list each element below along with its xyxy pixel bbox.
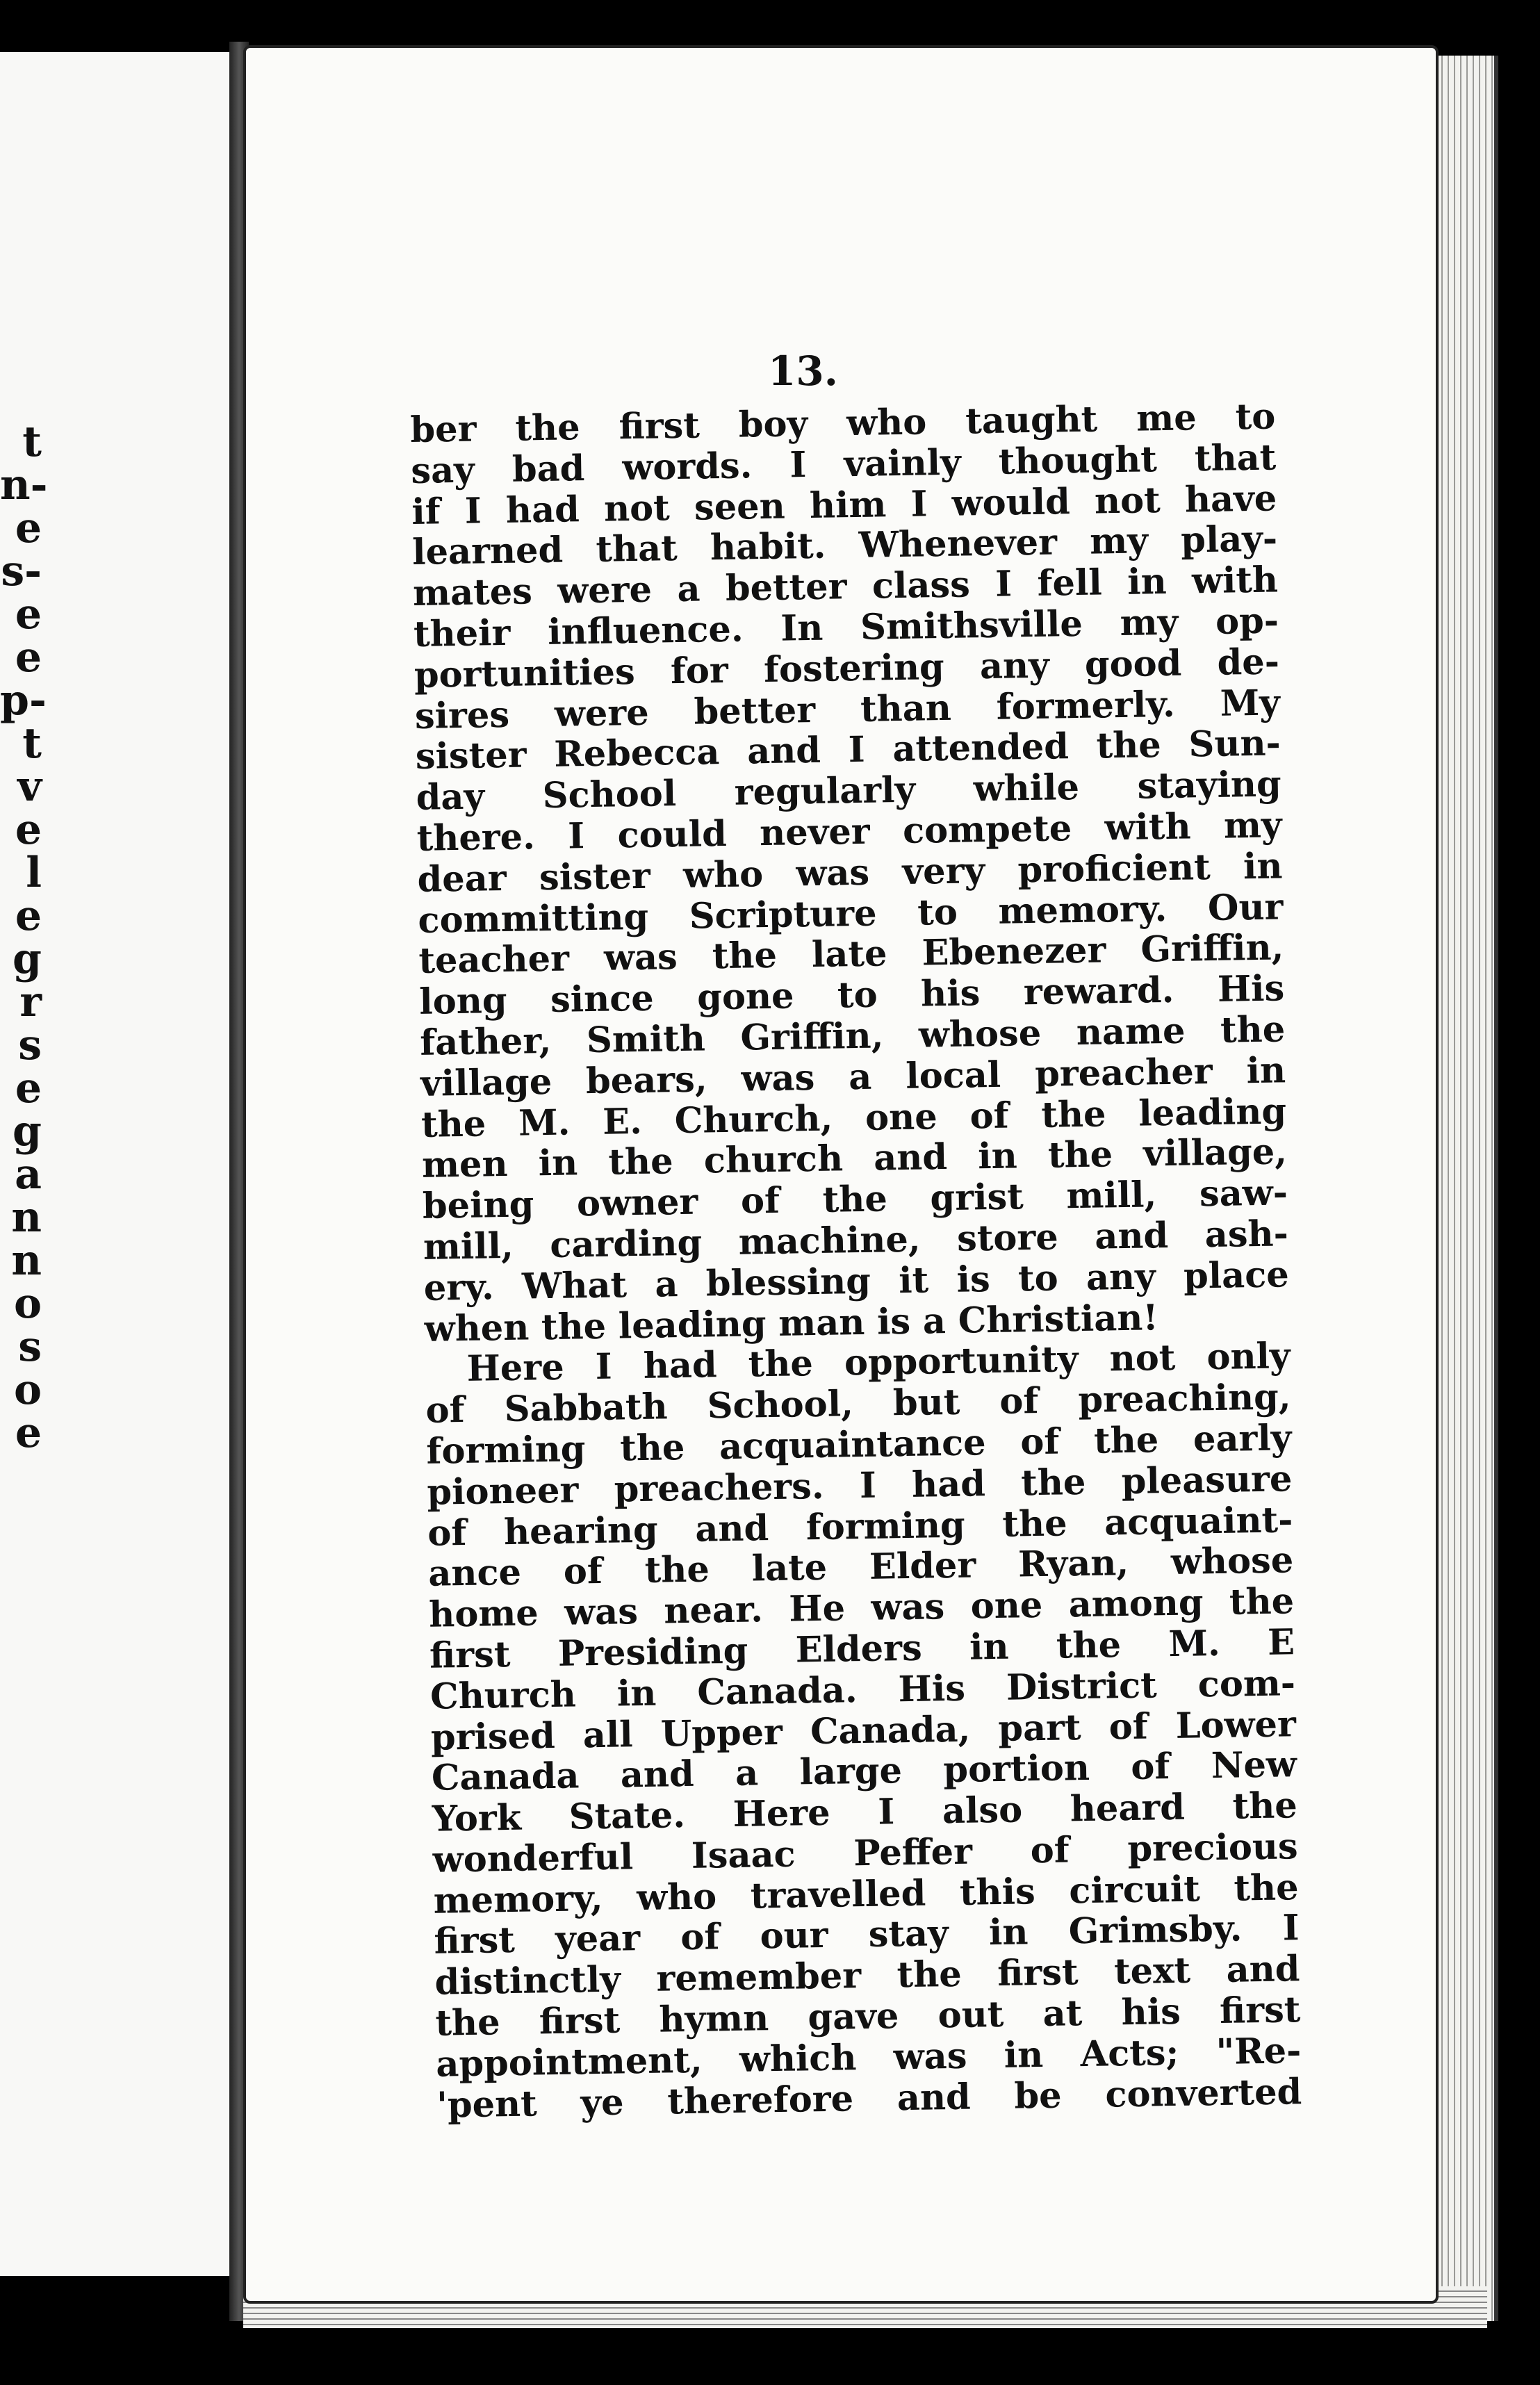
text-line: Here I had the opportunity not only: [466, 1335, 1291, 1391]
text-line: pioneer preachers. I had the pleasure: [426, 1457, 1293, 1514]
text-line: dear sister who was very proficient in: [417, 845, 1283, 901]
text-line: ance of the late Elder Ryan, whose: [427, 1539, 1294, 1596]
text-line: home was near. He was one among the: [428, 1580, 1295, 1636]
text-line: sires were better than formerly. My: [414, 681, 1281, 737]
text-line: ery. What a blessing it is to any place: [423, 1254, 1290, 1309]
text-line: first Presiding Elders in the M. E: [429, 1621, 1295, 1677]
text-line: 'pent ye therefore and be converted: [436, 2070, 1302, 2126]
cropped-letter: p-: [0, 676, 47, 725]
text-line: day School regularly while staying: [416, 763, 1282, 819]
text-line: first year of our stay in Grimsby. I: [434, 1907, 1300, 1963]
text-line: appointment, which was in Acts; "Re-: [435, 2030, 1302, 2085]
cropped-letter: l: [26, 849, 42, 897]
cropped-letter: v: [17, 762, 42, 811]
text-line: Church in Canada. His District com-: [429, 1662, 1296, 1718]
cropped-letter: s: [18, 1021, 42, 1069]
left-page-cropped-text: [0, 418, 48, 1457]
text-line: village bears, was a local preacher in: [420, 1049, 1286, 1105]
text-line: long since gone to his reward. His: [418, 967, 1285, 1024]
cropped-letter: a: [15, 1150, 42, 1199]
text-line: of Sabbath School, but of preaching,: [425, 1376, 1291, 1432]
cropped-letter: n: [11, 1193, 42, 1242]
cropped-letter: n: [11, 1236, 42, 1285]
left-page: [0, 52, 243, 2276]
text-line: of hearing and forming the acquaint-: [427, 1498, 1293, 1555]
cropped-letter: e: [15, 633, 42, 682]
cropped-letter: g: [13, 935, 42, 983]
text-line: prised all Upper Canada, part of Lower: [430, 1703, 1297, 1759]
cropped-letter: s: [18, 1322, 42, 1371]
cropped-letter: o: [13, 1279, 42, 1328]
text-line: the M. E. Church, one of the leading: [420, 1090, 1287, 1146]
text-line: their influence. In Smithsville my op-: [413, 600, 1279, 655]
text-line: mill, carding machine, store and ash-: [423, 1213, 1289, 1268]
cropped-letter: t: [22, 719, 42, 768]
text-line: York State. Here I also heard the: [432, 1785, 1298, 1840]
cropped-letter: g: [13, 1107, 42, 1156]
cropped-letter: t: [22, 418, 42, 466]
text-line: ber the first boy who taught me to: [409, 395, 1276, 451]
text-line: memory, who travelled this circuit the: [433, 1866, 1300, 1922]
body-text: [410, 396, 1302, 2126]
text-line: learned that habit. Whenever my play-: [411, 518, 1278, 574]
text-line: men in the church and in the village,: [421, 1131, 1288, 1187]
text-line: when the leading man is a Christian!: [424, 1296, 1159, 1350]
text-line: wonderful Isaac Peffer of precious: [432, 1826, 1299, 1881]
cropped-letter: e: [15, 590, 42, 639]
text-line: sister Rebecca and I attended the Sun-: [415, 722, 1281, 778]
text-line: distinctly remember the first text and: [434, 1948, 1300, 2003]
text-line: Canada and a large portion of New: [431, 1744, 1297, 1800]
cropped-letter: e: [15, 805, 42, 854]
text-line: committing Scripture to memory. Our: [418, 885, 1284, 942]
cropped-letter: e: [15, 1064, 42, 1113]
text-line: forming the acquaintance of the early: [426, 1417, 1292, 1473]
cropped-letter: n-: [0, 461, 48, 509]
text-line: being owner of the grist mill, saw-: [422, 1172, 1288, 1227]
cropped-letter: o: [13, 1366, 42, 1414]
cropped-letter: r: [19, 978, 42, 1026]
text-line: father, Smith Griffin, whose name the: [419, 1008, 1286, 1064]
cropped-letter: e: [15, 1409, 42, 1457]
text-line: say bad words. I vainly thought that: [410, 436, 1277, 492]
page-number: 13.: [768, 347, 838, 395]
text-line: if I had not seen him I would not have: [411, 477, 1277, 533]
cropped-letter: s-: [1, 547, 42, 596]
text-line: there. I could never compete with my: [416, 804, 1283, 860]
text-line: portunities for fostering any good de-: [413, 641, 1280, 696]
text-line: the first hymn gave out at his first: [435, 1989, 1301, 2044]
text-line: teacher was the late Ebenezer Griffin,: [418, 926, 1284, 983]
cropped-letter: e: [15, 892, 42, 940]
cropped-letter: e: [15, 504, 42, 552]
text-line: mates were a better class I fell in with: [412, 559, 1279, 615]
